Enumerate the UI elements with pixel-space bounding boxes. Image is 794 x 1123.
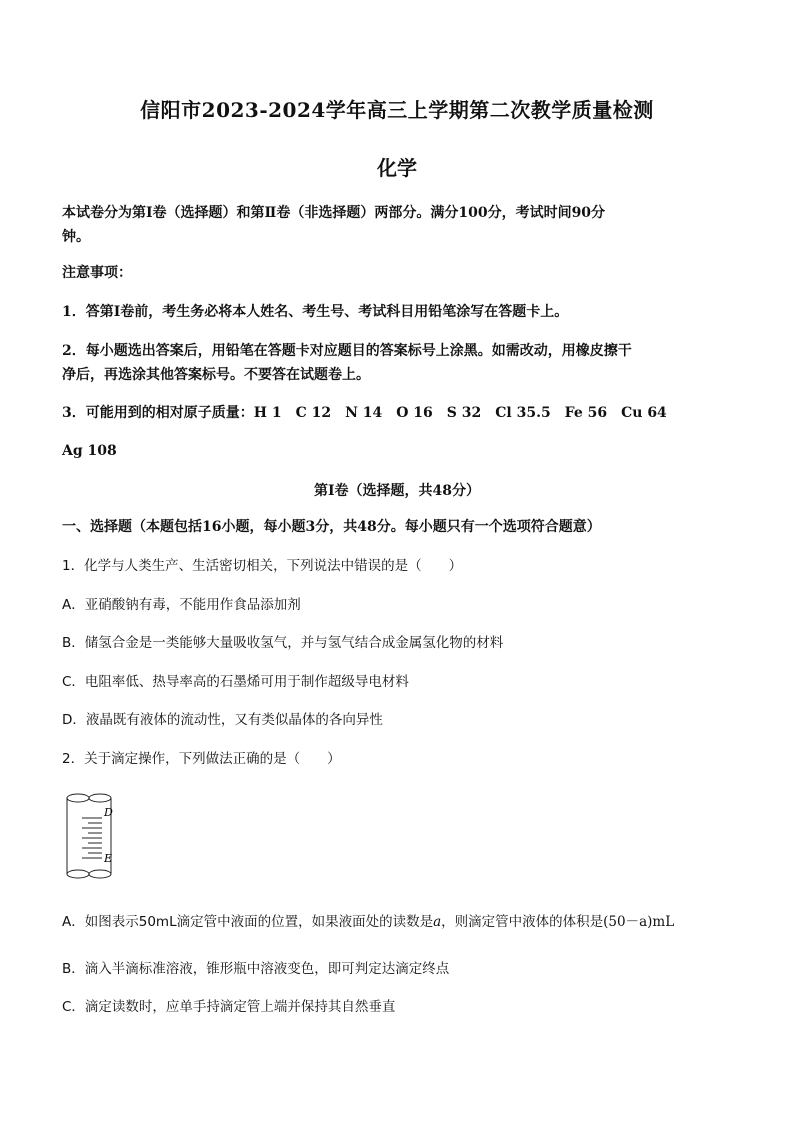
note-item-1: 1．答第Ⅰ卷前，考生务必将本人姓名、考生号、考试科目用铅笔涂写在答题卡上。 — [62, 304, 569, 320]
option-a-text-1: A．如图表示50mL滴定管中液面的位置，如果液面处的读数是 — [62, 914, 434, 930]
notes-heading: 注意事项： — [62, 265, 132, 281]
section-heading: 第Ⅰ卷（选择题，共48分） — [313, 483, 481, 499]
option-a-text-2: ，则滴定管中液体的体积是 — [441, 914, 604, 930]
question-2-stem: 2．关于滴定操作，下列做法正确的是（ ） — [62, 751, 341, 767]
intro-line-1: 本试卷分为第Ⅰ卷（选择题）和第Ⅱ卷（非选择题）两部分。满分100分，考试时间90分 — [62, 205, 606, 221]
note-item-2-line-2: 净后，再选涂其他答案标号。不要答在试题卷上。 — [62, 367, 370, 383]
note-item-3-line-1: 3．可能用到的相对原子质量：H 1 C 12 N 14 O 16 S 32 Cl 35.5 Fe 56 Cu 64 — [62, 405, 667, 421]
question-2-option-c: C．滴定读数时，应单手持滴定管上端并保持其自然垂直 — [62, 999, 396, 1015]
subject-title: 化学 — [377, 156, 417, 180]
burette-figure — [62, 792, 122, 882]
question-2-option-a — [62, 911, 762, 933]
question-1-stem: 1．化学与人类生产、生活密切相关，下列说法中错误的是（ ） — [62, 558, 463, 574]
burette-label-top: D — [104, 806, 113, 819]
page-title: 信阳市2023-2024学年高三上学期第二次教学质量检测 — [140, 98, 654, 122]
note-item-3-line-2: Ag 108 — [62, 443, 117, 459]
option-a-expression: (50－a)mL — [603, 914, 675, 930]
note-item-2-line-1: 2．每小题选出答案后，用铅笔在答题卡对应题目的答案标号上涂黑。如需改动，用橡皮擦干 — [62, 343, 632, 359]
part-heading: 一、选择题（本题包括16小题，每小题3分，共48分。每小题只有一个选项符合题意） — [62, 519, 601, 535]
question-1-option-d: D．液晶既有液体的流动性，又有类似晶体的各向异性 — [62, 712, 383, 728]
question-1-option-b: B．储氢合金是一类能够大量吸收氢气，并与氢气结合成金属氢化物的材料 — [62, 635, 504, 651]
question-1-option-c: C．电阻率低、热导率高的石墨烯可用于制作超级导电材料 — [62, 674, 409, 690]
burette-label-bottom: E — [104, 852, 113, 865]
question-1-option-a: A．亚硝酸钠有毒，不能用作食品添加剂 — [62, 597, 301, 613]
question-2-option-b: B．滴入半滴标准溶液，锥形瓶中溶液变色，即可判定达滴定终点 — [62, 961, 450, 977]
option-a-variable: a — [433, 914, 442, 930]
intro-line-2: 钟。 — [62, 229, 90, 245]
